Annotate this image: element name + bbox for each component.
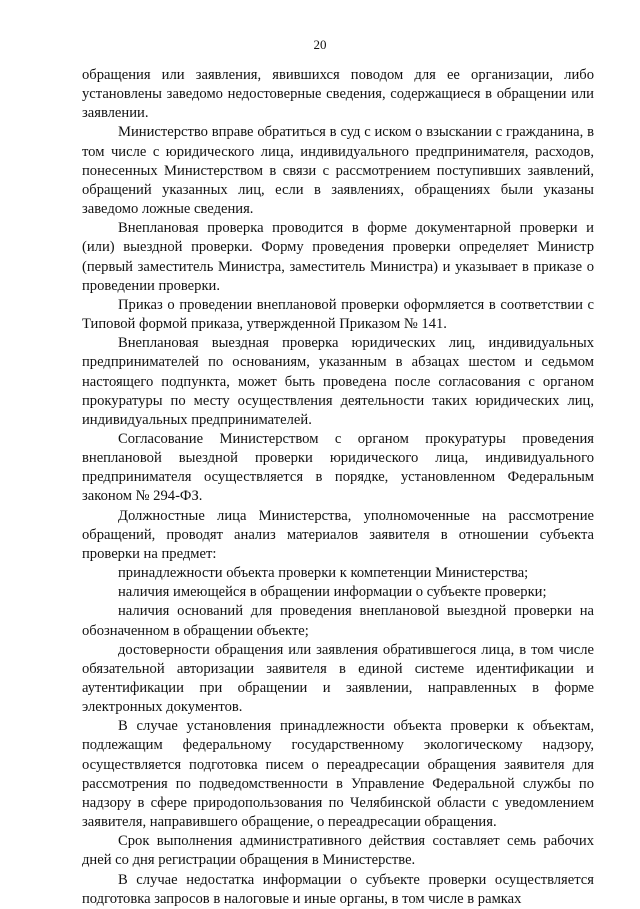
paragraph-officials-analysis: Должностные лица Министерства, уполномоченные на рассмотрение обращений, проводят анализ материалов заявителя в отношении субъекта проверки на предмет: bbox=[82, 507, 594, 562]
paragraph-redirection: В случае установления принадлежности объекта проверки к объектам, подлежащим федеральному государственному экологическому надзору, осуществляется подготовка писем о переадресации обращения заявителя для рассмотрения по подведомственности в Управление Федеральной службы по надзору в сфере природопользования по Челябинской области с уведомлением заявителя, направившего обращение, о переадресации обращения. bbox=[82, 718, 594, 831]
paragraph-continuation: обращения или заявления, явившихся поводом для ее организации, либо установлены заведомо недостоверные сведения, содержащиеся в обращении или заявлении. bbox=[82, 67, 594, 122]
paragraph-inspection-form: Внеплановая проверка проводится в форме документарной проверки и (или) выездной проверки. Форму проведения проверки определяет Министр (первый заместитель Министра, заместитель Министра) и указывает в приказе о проведении проверки. bbox=[82, 220, 594, 294]
page-number: 20 bbox=[313, 37, 327, 52]
paragraph-court-claim: Министерство вправе обратиться в суд с иском о взыскании с гражданина, в том числе с юридического лица, индивидуального предпринимателя, расходов, понесенных Министерством в связи с рассмотрением поступивших заявлений, обращений указанных лиц, если в заявлениях, обращениях были указаны заведомо ложные сведения. bbox=[82, 124, 594, 218]
paragraph-inspection-order: Приказ о проведении внеплановой проверки оформляется в соответствии с Типовой формой приказа, утвержденной Приказом № 141. bbox=[82, 296, 594, 333]
list-item-authenticity: достоверности обращения или заявления обратившегося лица, в том числе обязательной авторизации заявителя в единой системе идентификации и аутентификации при обращении и заявлении, направленных в форме электронных документов. bbox=[82, 641, 594, 716]
list-item-competence: принадлежности объекта проверки к компетенции Министерства; bbox=[118, 565, 529, 582]
paragraph-onsite-inspection: Внеплановая выездная проверка юридических лиц, индивидуальных предпринимателей по основаниям, указанным в абзацах шестом и седьмом настоящего подпункта, может быть проведена после согласования с органом прокуратуры по месту осуществления деятельности таких юридических лиц, индивидуальных предпринимателей. bbox=[82, 335, 594, 428]
document-body bbox=[82, 66, 594, 909]
list-item-grounds: наличия оснований для проведения внеплановой выездной проверки на обозначенном в обращении объекте; bbox=[82, 603, 594, 639]
paragraph-deadline: Срок выполнения административного действия составляет семь рабочих дней со дня регистрации обращения в Министерстве. bbox=[82, 833, 594, 869]
paragraph-prosecutor-approval: Согласование Министерством с органом прокуратуры проведения внеплановой выездной проверки юридического лица, индивидуального предпринимателя осуществляется в порядке, установленном Федеральным законом № 294-ФЗ. bbox=[82, 430, 594, 505]
paragraph-information-requests: В случае недостатка информации о субъекте проверки осуществляется подготовка запросов в налоговые и иные органы, в том числе в рамках bbox=[82, 871, 594, 907]
list-item-subject-info: наличия имеющейся в обращении информации о субъекте проверки; bbox=[118, 584, 547, 601]
